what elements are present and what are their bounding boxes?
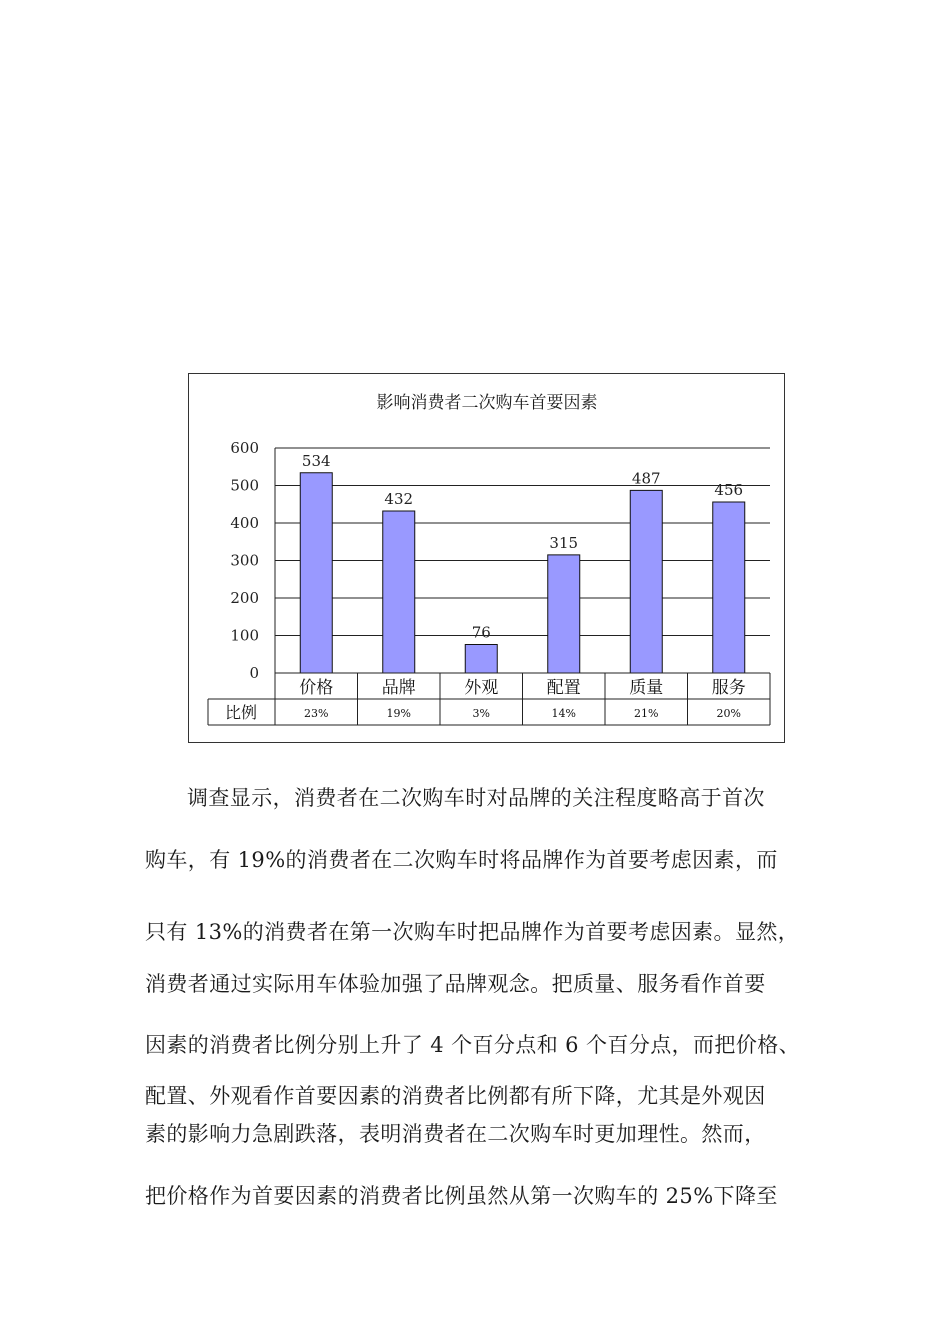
data-label: 315 <box>549 533 579 552</box>
y-tick-label: 600 <box>230 439 259 457</box>
x-tick-label: 价格 <box>299 678 334 698</box>
bar <box>300 473 332 673</box>
paragraph-line: 配置、外观看作首要因素的消费者比例都有所下降，尤其是外观因 <box>145 1084 766 1108</box>
paragraph-line: 消费者通过实际用车体验加强了品牌观念。把质量、服务看作首要 <box>145 972 766 996</box>
bar <box>630 490 662 673</box>
y-tick-label: 300 <box>230 551 259 570</box>
y-tick-label: 200 <box>230 589 259 607</box>
x-tick-label: 外观 <box>464 678 499 698</box>
table-cell: 14% <box>551 707 576 720</box>
chart-title: 影响消费者二次购车首要因素 <box>376 393 598 413</box>
table-cell: 3% <box>472 707 490 720</box>
bar <box>713 502 745 673</box>
x-tick-label: 质量 <box>629 678 664 698</box>
paragraph-line: 只有 13%的消费者在第一次购车时把品牌作为首要考虑因素。显然， <box>145 920 800 944</box>
y-tick-label: 100 <box>230 626 259 645</box>
paragraph-line: 把价格作为首要因素的消费者比例虽然从第一次购车的 25%下降至 <box>145 1184 778 1208</box>
table-cell: 20% <box>716 707 741 720</box>
bar-chart <box>189 374 786 744</box>
table-cell: 21% <box>634 707 659 720</box>
data-label: 432 <box>384 490 414 508</box>
data-label: 534 <box>301 451 331 470</box>
x-tick-label: 配置 <box>546 678 581 698</box>
bar <box>548 555 580 673</box>
y-tick-label: 500 <box>230 476 259 495</box>
data-label: 487 <box>631 469 661 488</box>
y-tick-label: 0 <box>249 664 259 682</box>
y-tick-label: 400 <box>230 514 259 532</box>
data-label: 456 <box>714 481 744 499</box>
bar <box>383 511 415 673</box>
paragraph-line: 素的影响力急剧跌落，表明消费者在二次购车时更加理性。然而， <box>145 1122 766 1146</box>
bar <box>465 645 497 674</box>
x-tick-label: 服务 <box>711 678 746 698</box>
paragraph-line: 购车，有 19%的消费者在二次购车时将品牌作为首要考虑因素，而 <box>145 848 778 872</box>
table-cell: 19% <box>386 707 411 720</box>
paragraph-line: 因素的消费者比例分别上升了 4 个百分点和 6 个百分点，而把价格、 <box>145 1033 801 1057</box>
data-label: 76 <box>471 623 491 642</box>
table-cell: 23% <box>304 707 329 720</box>
x-tick-label: 品牌 <box>381 678 416 698</box>
chart-frame <box>188 373 785 743</box>
table-row-header: 比例 <box>224 703 258 722</box>
paragraph-line: 调查显示，消费者在二次购车时对品牌的关注程度略高于首次 <box>187 786 765 810</box>
